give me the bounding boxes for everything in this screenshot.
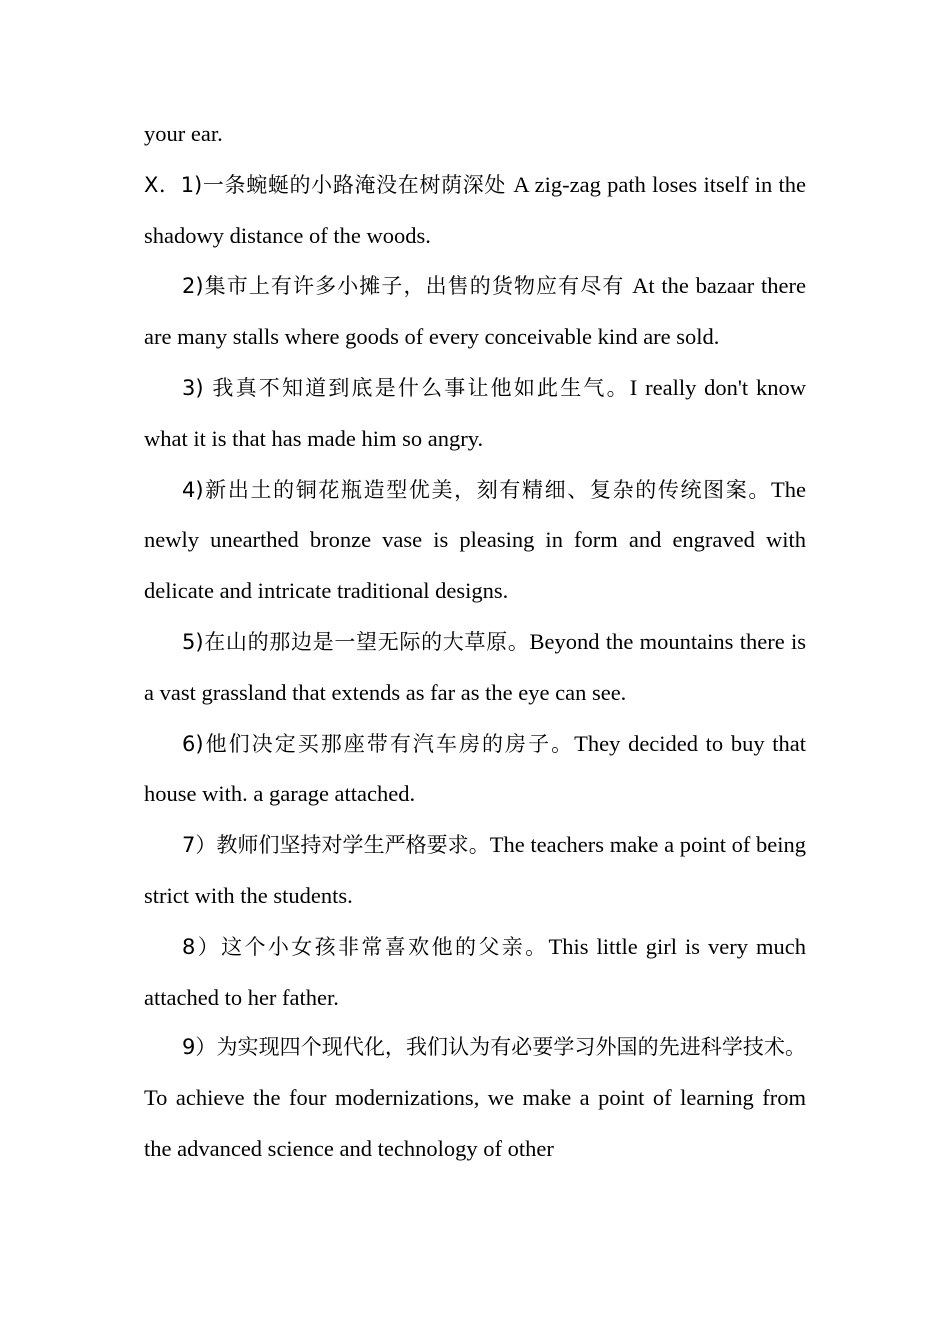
paragraph-2-en: At the bazaar there are many stalls where goods of every conceivable kind are sold.: [144, 273, 806, 350]
paragraph-6: [144, 719, 806, 821]
paragraph-0: [144, 109, 806, 160]
paragraph-1: [144, 160, 806, 262]
paragraph-5-en: Beyond the mountains there is a vast grassland that extends as far as the eye can see.: [144, 628, 806, 705]
paragraph-3-en: I really don't know what it is that has made him so angry.: [144, 374, 806, 451]
paragraph-7-zh: 7）教师们坚持对学生严格要求。: [182, 833, 490, 858]
paragraph-5-zh: 5)在山的那边是一望无际的大草原。: [182, 629, 530, 654]
paragraph-1-zh: X．1)一条蜿蜒的小路淹没在树荫深处: [144, 172, 514, 197]
paragraph-2: [144, 261, 806, 363]
paragraph-9-zh: 9）为实现四个现代化，我们认为有必要学习外国的先进科学技术。: [182, 1035, 806, 1060]
paragraph-3-zh: 3) 我真不知道到底是什么事让他如此生气。: [182, 375, 630, 400]
paragraph-8-zh: 8）这个小女孩非常喜欢他的父亲。: [182, 934, 549, 959]
paragraph-6-en: They decided to buy that house with. a garage attached.: [144, 730, 806, 807]
paragraph-0-en: your ear.: [144, 121, 223, 146]
paragraph-6-zh: 6)他们决定买那座带有汽车房的房子。: [182, 731, 575, 756]
paragraph-5: [144, 617, 806, 719]
paragraph-9: [144, 1023, 806, 1174]
paragraph-4: [144, 465, 806, 617]
paragraph-7-en: The teachers make a point of being strict with the students.: [144, 832, 806, 908]
paragraph-7: [144, 820, 806, 922]
paragraph-9-en: To achieve the four modernizations, we make a point of learning from the advanced science and technology of other: [144, 1085, 806, 1161]
paragraph-2-zh: 2)集市上有许多小摊子，出售的货物应有尽有: [182, 274, 633, 299]
paragraph-8: [144, 922, 806, 1024]
paragraph-3: [144, 363, 806, 465]
paragraph-1-en: A zig-zag path loses itself in the shadowy distance of the woods.: [144, 171, 806, 248]
paragraph-4-en: The newly unearthed bronze vase is pleasing in form and engraved with delicate and intricate traditional designs.: [144, 476, 806, 604]
paragraph-8-en: This little girl is very much attached to her father.: [144, 933, 806, 1010]
paragraph-4-zh: 4)新出土的铜花瓶造型优美，刻有精细、复杂的传统图案。: [182, 477, 772, 502]
document-body: [144, 109, 806, 1175]
